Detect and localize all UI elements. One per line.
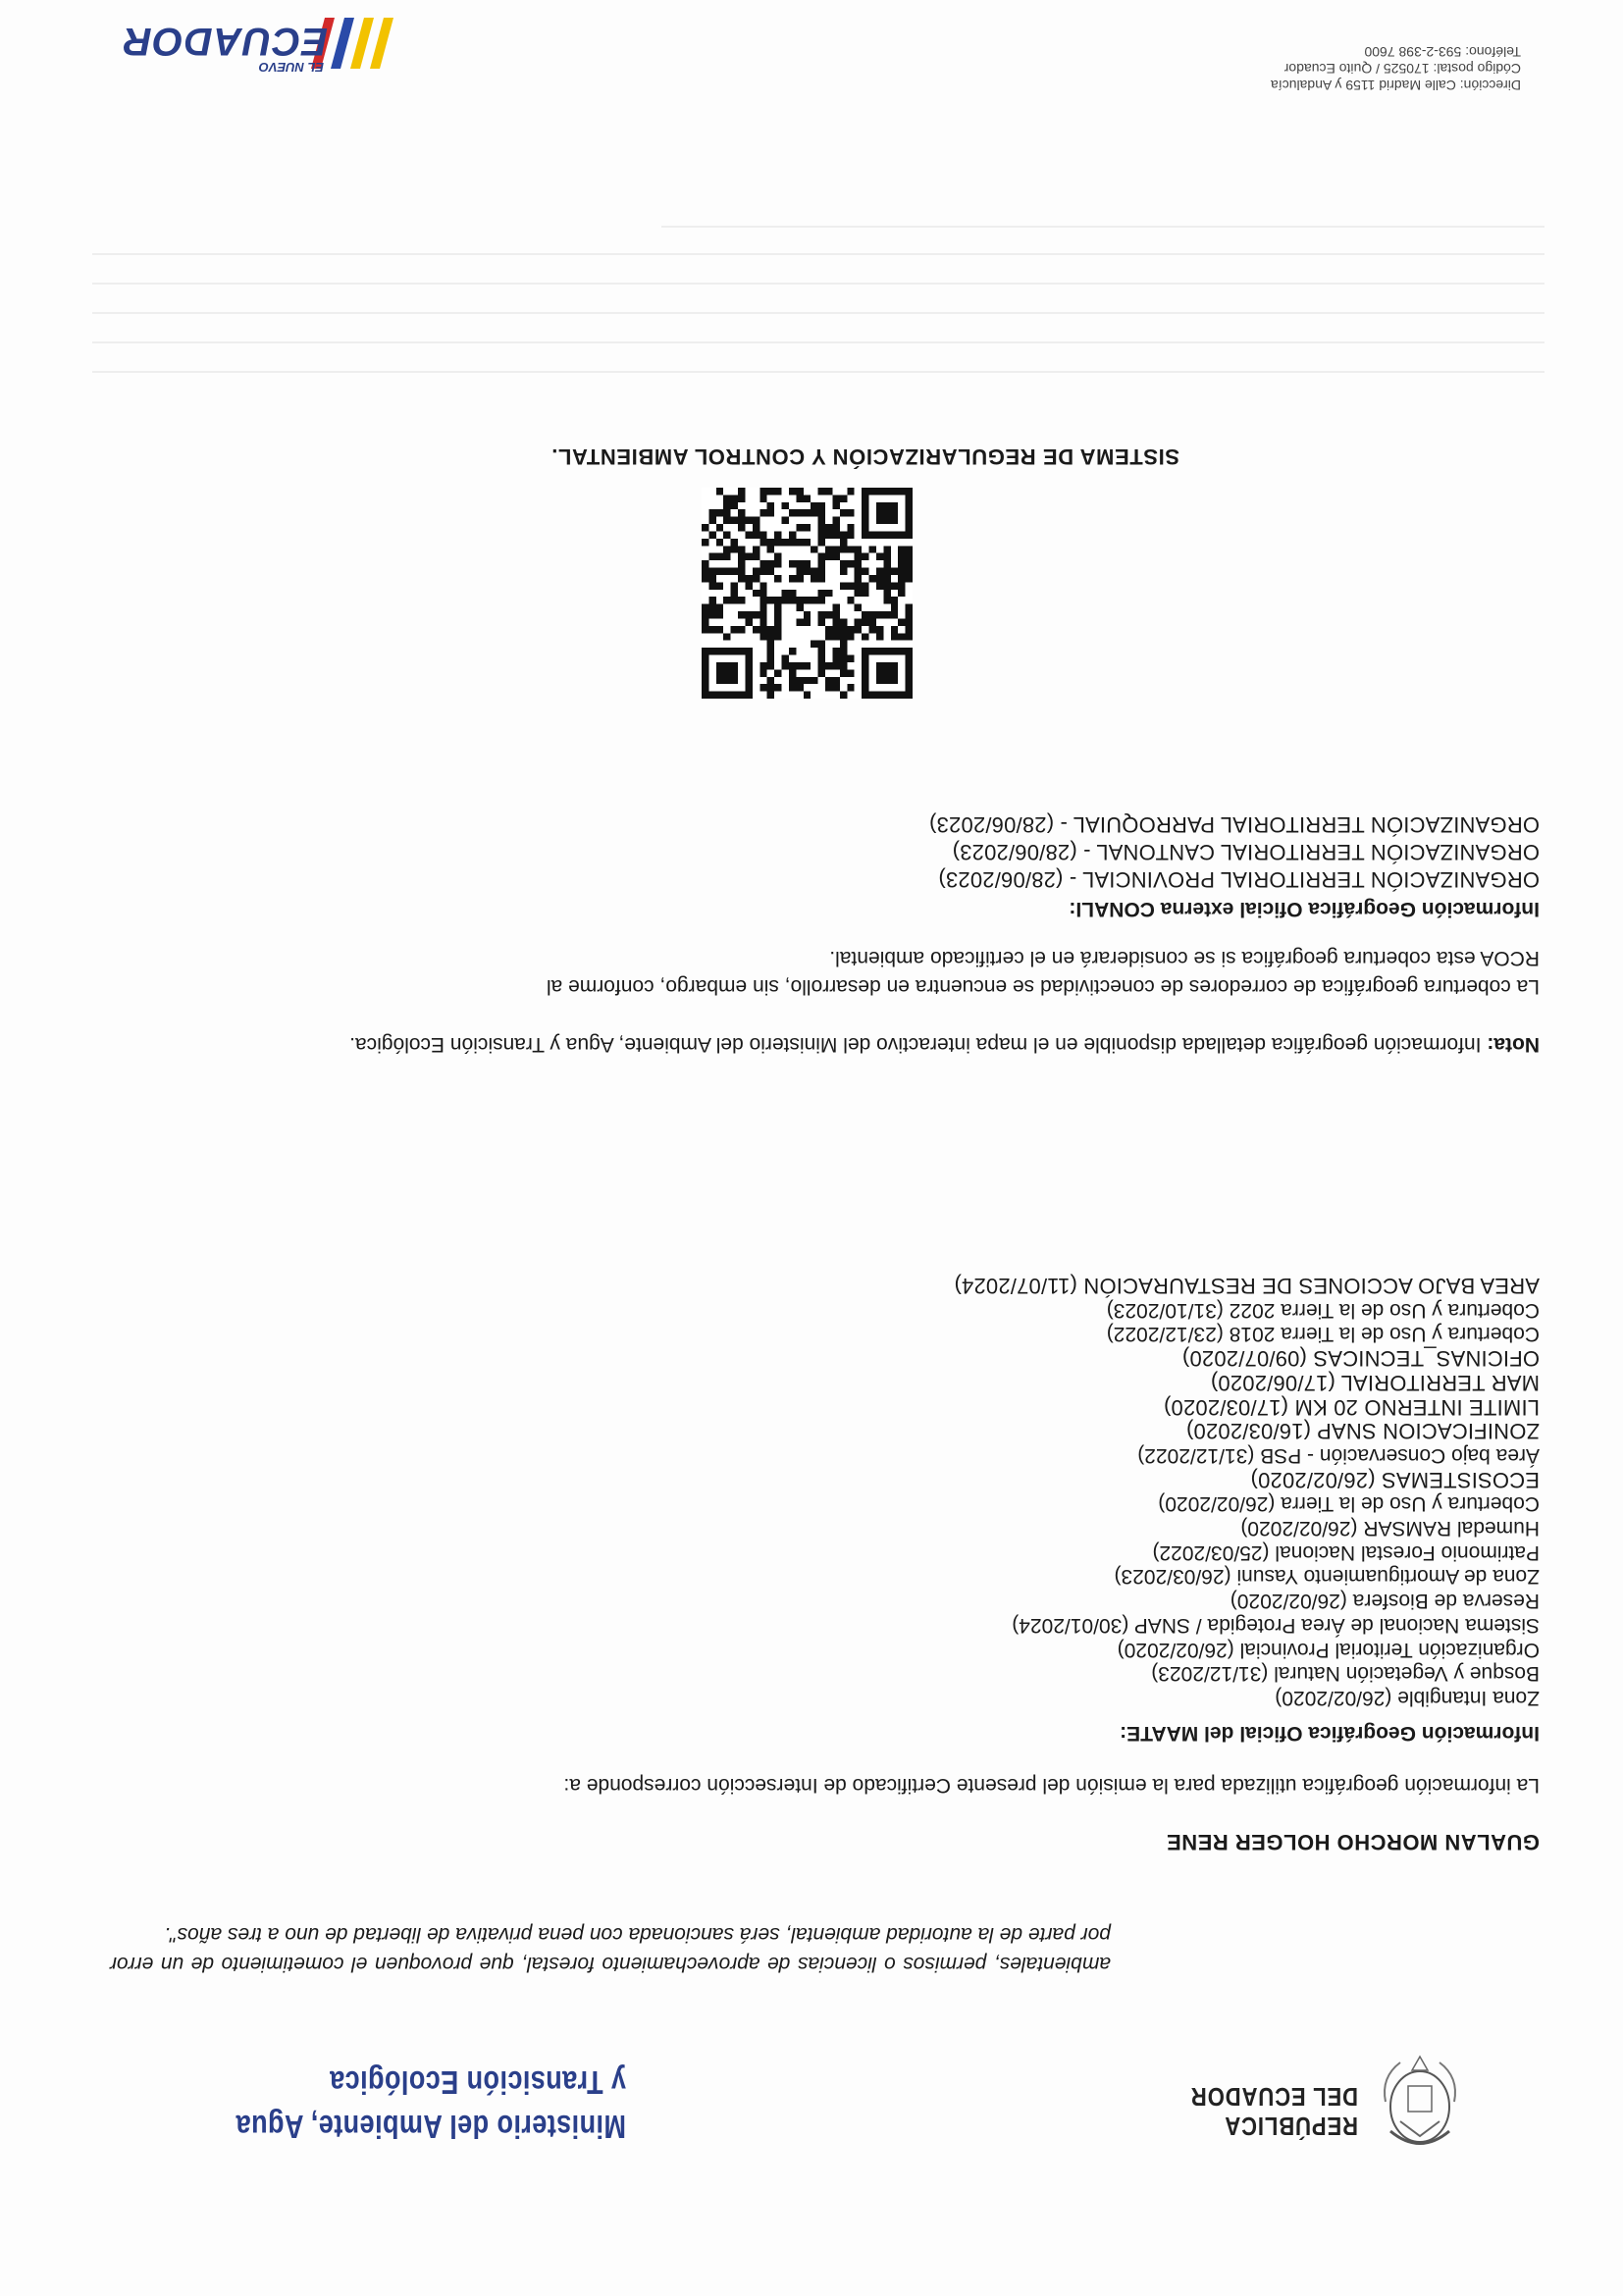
- footer-contact: [1271, 43, 1521, 93]
- geographic-info-intro: La información geográfica utilizada para la emisión del presente Certificado de Intersección corresponde a:: [563, 1774, 1540, 1797]
- footer-address: Dirección: Calle Madrid 1159 y Andalucía: [1271, 78, 1521, 93]
- list-item: Humedal RAMSAR (26/02/2020): [1240, 1517, 1540, 1540]
- list-item: Zona de Amortiguamiento Yasuni (26/03/2023): [1114, 1565, 1540, 1589]
- mate-info-heading: Información Geográfica Oficial del MAATE:: [1120, 1722, 1540, 1745]
- logo-big-text: ECUADOR: [122, 20, 328, 63]
- list-item: AREA BAJO ACCIONES DE RESTAURACIÓN (11/07/2024): [954, 1274, 1540, 1299]
- list-item: Cobertura y Uso de la Tierra 2018 (23/12/2022): [1106, 1323, 1540, 1346]
- ministry-title: [208, 2061, 626, 2149]
- system-title: SISTEMA DE REGULARIZACIÓN Y CONTROL AMBIENTAL.: [550, 444, 1179, 469]
- list-item: Zona Intangible (26/02/2020): [1275, 1687, 1540, 1709]
- list-item: Patrimonio Forestal Nacional (25/03/2022): [1152, 1540, 1540, 1564]
- list-item: Bosque y Vegetación Natural (31/12/2023): [1151, 1662, 1540, 1686]
- qr-code-icon[interactable]: [702, 488, 913, 699]
- ministry-title-line2: y Transición Ecológica: [329, 2064, 626, 2101]
- list-item: OFICINAS_TECNICAS (09/07/2020): [1181, 1346, 1540, 1372]
- list-item: Cobertura y Uso de la Tierra (26/02/2020): [1158, 1492, 1540, 1516]
- show-through-line: [92, 283, 1544, 285]
- show-through-line: [92, 253, 1544, 255]
- coverage-note-paragraph: La cobertura geográfica de corredores de conectividad se encuentra en desarrollo, sin embargo, conforme al RCOA esta cobertura geográfica si se considerará en el certificado ambiental.: [546, 947, 1540, 998]
- show-through-line: [92, 341, 1544, 343]
- ecuador-crest-icon: [1371, 2053, 1469, 2161]
- list-item: ORGANIZACIÓN TERRITORIAL CANTONAL - (28/06/2023): [952, 840, 1540, 864]
- show-through-line: [92, 312, 1544, 314]
- legal-quote-paragraph: ambientales, permisos o licencias de aprovechamiento forestal, que provoquen el cometimiento de un error por parte de la autoridad ambiental, será sancionada con pena privativa de libertad de uno a tres años".: [110, 1923, 1111, 1975]
- conali-info-heading: Información Geográfica Oficial externa CONALI:: [1069, 898, 1540, 920]
- show-through-line: [92, 371, 1544, 373]
- note-text: Información geográfica detallada disponible en el mapa interactivo del Ministerio del Ambiente, Agua y Transición Ecológica.: [349, 1033, 1488, 1056]
- certificate-holder-name: GUALAN MORCHO HOLGER RENE: [1166, 1830, 1540, 1854]
- list-item: ZONIFICACION SNAP (16/03/2020): [1185, 1419, 1540, 1444]
- footer-phone: Teléfono: 593-2-398 7600: [1364, 44, 1521, 60]
- republic-line2: DEL ECUADOR: [1189, 2082, 1358, 2112]
- logo-small-text: EL NUEVO: [258, 60, 324, 75]
- list-item: MAR TERRITORIAL (17/06/2020): [1210, 1370, 1540, 1395]
- conali-layer-list: [929, 810, 1540, 893]
- show-through-line: [661, 226, 1544, 228]
- footer-postal-code: Código postal: 170525 / Quito Ecuador: [1283, 61, 1521, 77]
- note-paragraph: [349, 1030, 1540, 1058]
- el-nuevo-ecuador-logo: [123, 22, 328, 74]
- list-item: Área bajo Conservación - PSB (31/12/2022): [1137, 1443, 1540, 1467]
- list-item: Reserva de Biosfera (26/02/2020): [1230, 1590, 1540, 1613]
- republic-label: [1190, 2082, 1358, 2141]
- list-item: Organización Teritorial Provincial (26/02/2020): [1117, 1638, 1540, 1661]
- ministry-title-line1: Ministerio del Ambiente, Agua: [236, 2109, 626, 2145]
- list-item: Cobertura y Uso de la Tierra 2022 (31/10/2023): [1106, 1298, 1540, 1322]
- note-label: Nota:: [1487, 1033, 1540, 1056]
- list-item: ECOSISTEMAS (26/02/2020): [1250, 1467, 1540, 1492]
- list-item: ORGANIZACIÓN TERRITORIAL PARROQUIAL - (28/06/2023): [928, 812, 1540, 837]
- mate-layer-list: [954, 1273, 1540, 1709]
- list-item: ORGANIZACIÓN TERRITORIAL PROVINCIAL - (28/06/2023): [938, 867, 1540, 892]
- list-item: LIMITE INTERNO 20 KM (17/03/2020): [1163, 1394, 1540, 1420]
- republic-line1: REPÚBLICA: [1224, 2112, 1358, 2141]
- list-item: Sistema Nacional de Área Protegida / SNAP (30/01/2024): [1012, 1613, 1540, 1637]
